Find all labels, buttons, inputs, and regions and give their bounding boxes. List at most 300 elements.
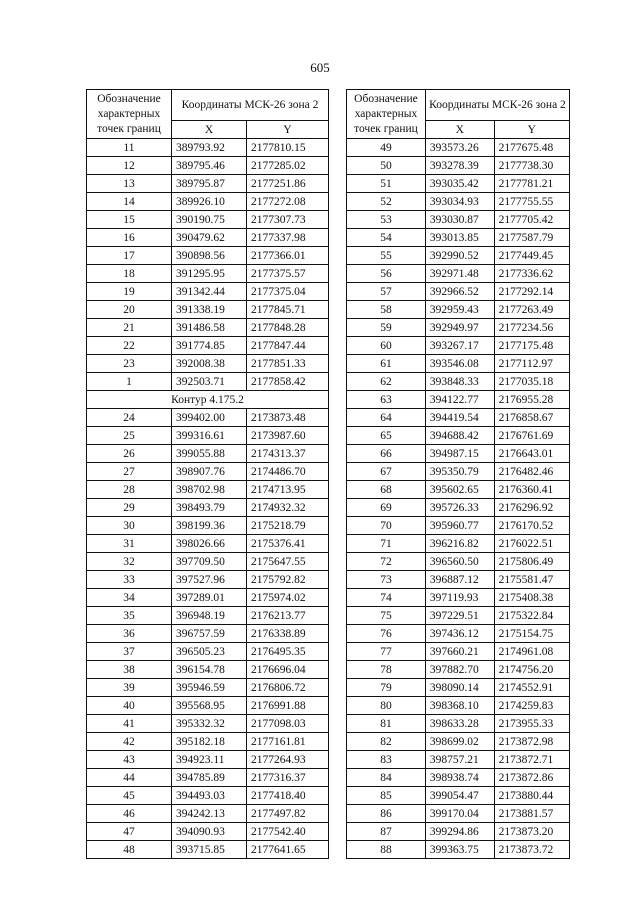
y-coordinate: 2177375.04 <box>247 283 329 301</box>
y-coordinate: 2177161.81 <box>247 733 329 751</box>
point-number: 74 <box>347 589 426 607</box>
contour-label: Контур 4.175.2 <box>87 391 329 409</box>
point-number: 21 <box>87 319 172 337</box>
point-number: 86 <box>347 805 426 823</box>
y-coordinate: 2176213.77 <box>247 607 329 625</box>
x-coordinate: 394688.42 <box>425 427 494 445</box>
point-number: 82 <box>347 733 426 751</box>
table-row <box>347 427 570 445</box>
y-coordinate: 2177641.65 <box>247 841 329 859</box>
point-number: 18 <box>87 265 172 283</box>
x-coordinate: 399054.47 <box>425 787 494 805</box>
point-number: 71 <box>347 535 426 553</box>
x-coordinate: 394419.54 <box>425 409 494 427</box>
point-number: 28 <box>87 481 172 499</box>
point-number: 78 <box>347 661 426 679</box>
coordinates-table-right <box>346 89 570 859</box>
point-number: 20 <box>87 301 172 319</box>
table-row <box>347 589 570 607</box>
y-coordinate: 2173987.60 <box>247 427 329 445</box>
x-coordinate: 390479.62 <box>172 229 247 247</box>
point-number: 55 <box>347 247 426 265</box>
table-row <box>347 337 570 355</box>
table-row <box>347 319 570 337</box>
x-coordinate: 395602.65 <box>425 481 494 499</box>
point-number: 1 <box>87 373 172 391</box>
point-number: 62 <box>347 373 426 391</box>
point-number: 61 <box>347 355 426 373</box>
table-row <box>87 301 329 319</box>
x-coordinate: 393573.26 <box>425 139 494 157</box>
y-coordinate: 2177035.18 <box>494 373 569 391</box>
x-coordinate: 399402.00 <box>172 409 247 427</box>
x-coordinate: 390190.75 <box>172 211 247 229</box>
x-coordinate: 393013.85 <box>425 229 494 247</box>
table-row <box>347 391 570 409</box>
x-coordinate: 393030.87 <box>425 211 494 229</box>
table-row <box>87 175 329 193</box>
y-coordinate: 2173880.44 <box>494 787 569 805</box>
table-row <box>87 679 329 697</box>
y-coordinate: 2176022.51 <box>494 535 569 553</box>
y-coordinate: 2174961.08 <box>494 643 569 661</box>
point-number: 39 <box>87 679 172 697</box>
y-coordinate: 2175376.41 <box>247 535 329 553</box>
x-coordinate: 399363.75 <box>425 841 494 859</box>
y-coordinate: 2177272.08 <box>247 193 329 211</box>
table-row <box>87 265 329 283</box>
table-row <box>347 625 570 643</box>
y-coordinate: 2177285.02 <box>247 157 329 175</box>
point-number: 33 <box>87 571 172 589</box>
table-row <box>347 499 570 517</box>
y-coordinate: 2175218.79 <box>247 517 329 535</box>
y-coordinate: 2177858.42 <box>247 373 329 391</box>
table-row <box>87 715 329 733</box>
y-coordinate: 2173873.72 <box>494 841 569 859</box>
point-number: 42 <box>87 733 172 751</box>
table-header-row <box>347 90 570 121</box>
x-coordinate: 395946.59 <box>172 679 247 697</box>
x-coordinate: 397436.12 <box>425 625 494 643</box>
y-coordinate: 2176170.52 <box>494 517 569 535</box>
table-row <box>87 409 329 427</box>
point-number: 63 <box>347 391 426 409</box>
point-number: 72 <box>347 553 426 571</box>
x-coordinate: 397289.01 <box>172 589 247 607</box>
table-row <box>347 733 570 751</box>
point-designation-header: Обозначение характерных точек границ <box>87 90 172 139</box>
point-number: 49 <box>347 139 426 157</box>
page-number: 605 <box>310 60 330 75</box>
point-number: 44 <box>87 769 172 787</box>
table-row <box>87 841 329 859</box>
y-coordinate: 2177337.98 <box>247 229 329 247</box>
y-coordinate: 2175322.84 <box>494 607 569 625</box>
point-number: 11 <box>87 139 172 157</box>
point-number: 48 <box>87 841 172 859</box>
y-coordinate: 2177264.93 <box>247 751 329 769</box>
x-coordinate: 396887.12 <box>425 571 494 589</box>
point-number: 80 <box>347 697 426 715</box>
y-coordinate: 2175154.75 <box>494 625 569 643</box>
y-coordinate: 2174552.91 <box>494 679 569 697</box>
point-number: 15 <box>87 211 172 229</box>
point-number: 56 <box>347 265 426 283</box>
table-row <box>347 301 570 319</box>
y-coordinate: 2177251.86 <box>247 175 329 193</box>
table-row <box>347 553 570 571</box>
y-coordinate: 2174259.83 <box>494 697 569 715</box>
point-number: 24 <box>87 409 172 427</box>
y-coordinate: 2174713.95 <box>247 481 329 499</box>
y-coordinate: 2176495.35 <box>247 643 329 661</box>
table-row <box>347 463 570 481</box>
x-coordinate: 394122.77 <box>425 391 494 409</box>
table-row <box>87 643 329 661</box>
point-number: 79 <box>347 679 426 697</box>
y-coordinate: 2176858.67 <box>494 409 569 427</box>
point-number: 57 <box>347 283 426 301</box>
x-coordinate: 393034.93 <box>425 193 494 211</box>
table-row <box>87 769 329 787</box>
x-coordinate: 398199.36 <box>172 517 247 535</box>
table-row <box>87 661 329 679</box>
table-row <box>347 157 570 175</box>
point-number: 54 <box>347 229 426 247</box>
table-row <box>87 787 329 805</box>
table-row <box>87 499 329 517</box>
table-row <box>347 607 570 625</box>
table-row <box>87 481 329 499</box>
table-row <box>87 373 329 391</box>
y-coordinate: 2177851.33 <box>247 355 329 373</box>
table-row <box>87 697 329 715</box>
table-row <box>347 517 570 535</box>
y-coordinate: 2175792.82 <box>247 571 329 589</box>
y-coordinate: 2173955.33 <box>494 715 569 733</box>
table-row <box>87 535 329 553</box>
table-row <box>347 265 570 283</box>
x-coordinate: 397882.70 <box>425 661 494 679</box>
point-number: 34 <box>87 589 172 607</box>
y-coordinate: 2176991.88 <box>247 697 329 715</box>
x-coordinate: 392949.97 <box>425 319 494 337</box>
y-coordinate: 2177755.55 <box>494 193 569 211</box>
x-coordinate: 394987.15 <box>425 445 494 463</box>
y-column-header: Y <box>247 121 329 139</box>
point-number: 14 <box>87 193 172 211</box>
y-coordinate: 2173873.48 <box>247 409 329 427</box>
table-row <box>347 661 570 679</box>
y-coordinate: 2176338.89 <box>247 625 329 643</box>
table-row <box>87 355 329 373</box>
table-row <box>87 625 329 643</box>
point-number: 17 <box>87 247 172 265</box>
point-number: 16 <box>87 229 172 247</box>
x-coordinate: 395726.33 <box>425 499 494 517</box>
x-column-header: X <box>172 121 247 139</box>
x-coordinate: 393035.42 <box>425 175 494 193</box>
x-coordinate: 389795.87 <box>172 175 247 193</box>
table-row <box>347 283 570 301</box>
table-row <box>87 823 329 841</box>
table-row <box>87 229 329 247</box>
x-coordinate: 393848.33 <box>425 373 494 391</box>
point-number: 45 <box>87 787 172 805</box>
table-row <box>87 445 329 463</box>
table-row <box>87 463 329 481</box>
y-coordinate: 2174313.37 <box>247 445 329 463</box>
x-coordinate: 398026.66 <box>172 535 247 553</box>
coordinate-system-header: Координаты МСК-26 зона 2 <box>172 90 329 121</box>
table-row <box>347 841 570 859</box>
y-coordinate: 2177307.73 <box>247 211 329 229</box>
x-coordinate: 395332.32 <box>172 715 247 733</box>
point-number: 12 <box>87 157 172 175</box>
y-coordinate: 2174932.32 <box>247 499 329 517</box>
x-coordinate: 395568.95 <box>172 697 247 715</box>
table-row <box>87 589 329 607</box>
table-row <box>347 211 570 229</box>
y-coordinate: 2177316.37 <box>247 769 329 787</box>
table-row <box>347 355 570 373</box>
x-coordinate: 399316.61 <box>172 427 247 445</box>
x-coordinate: 391295.95 <box>172 265 247 283</box>
point-number: 73 <box>347 571 426 589</box>
y-coordinate: 2177263.49 <box>494 301 569 319</box>
x-coordinate: 398368.10 <box>425 697 494 715</box>
x-coordinate: 396948.19 <box>172 607 247 625</box>
y-coordinate: 2177375.57 <box>247 265 329 283</box>
y-coordinate: 2176806.72 <box>247 679 329 697</box>
coordinates-table-left <box>86 89 329 859</box>
point-number: 46 <box>87 805 172 823</box>
x-coordinate: 399055.88 <box>172 445 247 463</box>
x-coordinate: 394923.11 <box>172 751 247 769</box>
y-coordinate: 2177810.15 <box>247 139 329 157</box>
y-coordinate: 2177112.97 <box>494 355 569 373</box>
y-coordinate: 2175974.02 <box>247 589 329 607</box>
point-number: 75 <box>347 607 426 625</box>
x-coordinate: 396216.82 <box>425 535 494 553</box>
point-number: 64 <box>347 409 426 427</box>
table-row <box>347 247 570 265</box>
x-coordinate: 398702.98 <box>172 481 247 499</box>
y-coordinate: 2175806.49 <box>494 553 569 571</box>
table-row <box>87 211 329 229</box>
point-number: 38 <box>87 661 172 679</box>
y-coordinate: 2173873.20 <box>494 823 569 841</box>
y-coordinate: 2177449.45 <box>494 247 569 265</box>
y-coordinate: 2176643.01 <box>494 445 569 463</box>
y-coordinate: 2175647.55 <box>247 553 329 571</box>
x-coordinate: 398907.76 <box>172 463 247 481</box>
table-row <box>87 139 329 157</box>
table-row <box>87 157 329 175</box>
y-coordinate: 2173872.86 <box>494 769 569 787</box>
y-coordinate: 2177336.62 <box>494 265 569 283</box>
table-row <box>347 535 570 553</box>
y-coordinate: 2177845.71 <box>247 301 329 319</box>
coordinates-tables <box>86 89 570 855</box>
y-coordinate: 2177738.30 <box>494 157 569 175</box>
x-coordinate: 399170.04 <box>425 805 494 823</box>
point-number: 50 <box>347 157 426 175</box>
table-row <box>347 193 570 211</box>
x-coordinate: 392990.52 <box>425 247 494 265</box>
point-designation-header: Обозначение характерных точек границ <box>347 90 426 139</box>
point-number: 13 <box>87 175 172 193</box>
y-coordinate: 2174756.20 <box>494 661 569 679</box>
x-coordinate: 397660.21 <box>425 643 494 661</box>
y-coordinate: 2175408.38 <box>494 589 569 607</box>
table-row <box>347 409 570 427</box>
point-number: 19 <box>87 283 172 301</box>
table-row <box>347 787 570 805</box>
y-coordinate: 2177098.03 <box>247 715 329 733</box>
point-number: 70 <box>347 517 426 535</box>
point-number: 88 <box>347 841 426 859</box>
x-coordinate: 391342.44 <box>172 283 247 301</box>
point-number: 25 <box>87 427 172 445</box>
y-coordinate: 2176360.41 <box>494 481 569 499</box>
point-number: 65 <box>347 427 426 445</box>
x-coordinate: 392008.38 <box>172 355 247 373</box>
point-number: 69 <box>347 499 426 517</box>
y-coordinate: 2176482.46 <box>494 463 569 481</box>
x-coordinate: 393278.39 <box>425 157 494 175</box>
x-coordinate: 392959.43 <box>425 301 494 319</box>
point-number: 22 <box>87 337 172 355</box>
x-coordinate: 394242.13 <box>172 805 247 823</box>
x-coordinate: 396757.59 <box>172 625 247 643</box>
x-coordinate: 397709.50 <box>172 553 247 571</box>
y-coordinate: 2177497.82 <box>247 805 329 823</box>
y-coordinate: 2176761.69 <box>494 427 569 445</box>
table-row <box>87 517 329 535</box>
point-number: 81 <box>347 715 426 733</box>
point-number: 85 <box>347 787 426 805</box>
contour-row <box>87 391 329 409</box>
x-coordinate: 393715.85 <box>172 841 247 859</box>
table-row <box>347 823 570 841</box>
y-coordinate: 2177848.28 <box>247 319 329 337</box>
table-row <box>347 769 570 787</box>
x-coordinate: 394090.93 <box>172 823 247 841</box>
point-number: 53 <box>347 211 426 229</box>
y-coordinate: 2173881.57 <box>494 805 569 823</box>
table-row <box>87 751 329 769</box>
point-number: 77 <box>347 643 426 661</box>
x-column-header: X <box>425 121 494 139</box>
y-coordinate: 2174486.70 <box>247 463 329 481</box>
x-coordinate: 398938.74 <box>425 769 494 787</box>
table-row <box>347 139 570 157</box>
table-row <box>347 373 570 391</box>
table-row <box>87 805 329 823</box>
y-coordinate: 2177705.42 <box>494 211 569 229</box>
point-number: 41 <box>87 715 172 733</box>
x-coordinate: 393267.17 <box>425 337 494 355</box>
y-coordinate: 2176955.28 <box>494 391 569 409</box>
table-row <box>347 751 570 769</box>
point-number: 23 <box>87 355 172 373</box>
table-row <box>87 553 329 571</box>
y-coordinate: 2175581.47 <box>494 571 569 589</box>
y-coordinate: 2177675.48 <box>494 139 569 157</box>
table-row <box>347 445 570 463</box>
table-row <box>347 643 570 661</box>
y-coordinate: 2173872.98 <box>494 733 569 751</box>
point-number: 29 <box>87 499 172 517</box>
y-coordinate: 2176696.04 <box>247 661 329 679</box>
y-coordinate: 2177234.56 <box>494 319 569 337</box>
point-number: 43 <box>87 751 172 769</box>
point-number: 59 <box>347 319 426 337</box>
y-coordinate: 2177366.01 <box>247 247 329 265</box>
point-number: 83 <box>347 751 426 769</box>
y-coordinate: 2177175.48 <box>494 337 569 355</box>
x-coordinate: 390898.56 <box>172 247 247 265</box>
table-row <box>87 733 329 751</box>
table-row <box>347 679 570 697</box>
x-coordinate: 389926.10 <box>172 193 247 211</box>
x-coordinate: 397527.96 <box>172 571 247 589</box>
x-coordinate: 392966.52 <box>425 283 494 301</box>
point-number: 51 <box>347 175 426 193</box>
x-coordinate: 398493.79 <box>172 499 247 517</box>
x-coordinate: 391338.19 <box>172 301 247 319</box>
point-number: 37 <box>87 643 172 661</box>
x-coordinate: 395960.77 <box>425 517 494 535</box>
table-row <box>347 481 570 499</box>
y-coordinate: 2177847.44 <box>247 337 329 355</box>
x-coordinate: 389795.46 <box>172 157 247 175</box>
x-coordinate: 389793.92 <box>172 139 247 157</box>
point-number: 47 <box>87 823 172 841</box>
x-coordinate: 392971.48 <box>425 265 494 283</box>
table-row <box>87 283 329 301</box>
y-coordinate: 2177418.40 <box>247 787 329 805</box>
table-row <box>347 805 570 823</box>
x-coordinate: 399294.86 <box>425 823 494 841</box>
point-number: 66 <box>347 445 426 463</box>
x-coordinate: 396505.23 <box>172 643 247 661</box>
table-row <box>347 175 570 193</box>
y-coordinate: 2176296.92 <box>494 499 569 517</box>
x-coordinate: 396560.50 <box>425 553 494 571</box>
y-coordinate: 2173872.71 <box>494 751 569 769</box>
point-number: 52 <box>347 193 426 211</box>
x-coordinate: 398090.14 <box>425 679 494 697</box>
point-number: 87 <box>347 823 426 841</box>
point-number: 27 <box>87 463 172 481</box>
x-coordinate: 395350.79 <box>425 463 494 481</box>
point-number: 26 <box>87 445 172 463</box>
x-coordinate: 394785.89 <box>172 769 247 787</box>
table-row <box>87 337 329 355</box>
x-coordinate: 391774.85 <box>172 337 247 355</box>
table-row <box>87 427 329 445</box>
x-coordinate: 391486.58 <box>172 319 247 337</box>
table-row <box>87 607 329 625</box>
point-number: 60 <box>347 337 426 355</box>
point-number: 67 <box>347 463 426 481</box>
point-number: 36 <box>87 625 172 643</box>
point-number: 76 <box>347 625 426 643</box>
x-coordinate: 394493.03 <box>172 787 247 805</box>
